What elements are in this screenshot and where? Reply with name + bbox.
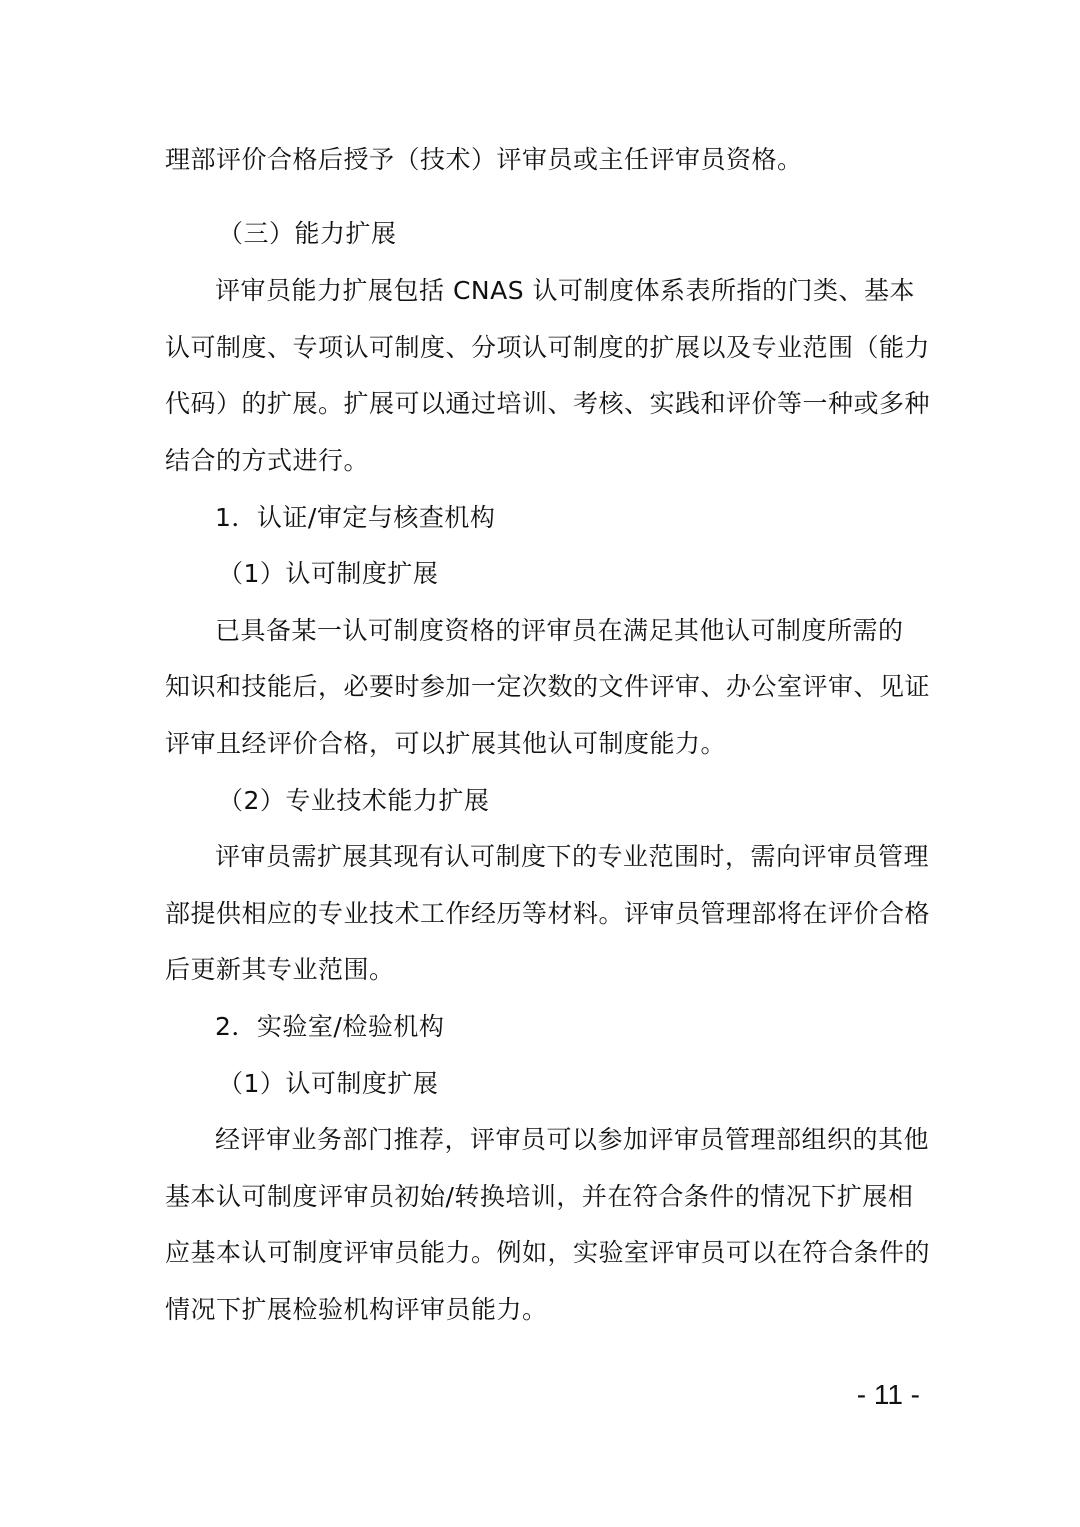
page-number: - 11 - — [856, 1379, 920, 1410]
text-line-13: 评审员需扩展其现有认可制度下的专业范围时，需向评审员管理 — [215, 842, 930, 871]
text-line-5: 代码）的扩展。扩展可以通过培训、考核、实践和评价等一种或多种 — [165, 389, 931, 418]
text-line-21: 情况下扩展检验机构评审员能力。 — [165, 1295, 548, 1324]
text-line-15: 后更新其专业范围。 — [165, 955, 395, 984]
text-line-11: 评审且经评价合格，可以扩展其他认可制度能力。 — [165, 729, 727, 758]
text-line-9: 已具备某一认可制度资格的评审员在满足其他认可制度所需的 — [215, 616, 904, 645]
item-heading-technical-extension: （2）专业技术能力扩展 — [218, 786, 490, 815]
text-line-20: 应基本认可制度评审员能力。例如，实验室评审员可以在符合条件的 — [165, 1238, 931, 1267]
text-line-19: 基本认可制度评审员初始/转换培训，并在符合条件的情况下扩展相 — [165, 1182, 914, 1211]
text-line-6: 结合的方式进行。 — [165, 446, 370, 475]
item-heading-accreditation-extension-2: （1）认可制度扩展 — [218, 1069, 439, 1098]
text-line-10: 知识和技能后，必要时参加一定次数的文件评审、办公室评审、见证 — [165, 672, 931, 701]
text-line-4: 认可制度、专项认可制度、分项认可制度的扩展以及专业范围（能力 — [165, 333, 931, 362]
subsection-heading-certification: 1．认证/审定与核查机构 — [215, 503, 496, 532]
text-line-3: 评审员能力扩展包括 CNAS 认可制度体系表所指的门类、基本 — [215, 276, 916, 305]
item-heading-accreditation-extension-1: （1）认可制度扩展 — [218, 559, 439, 588]
text-line-18: 经评审业务部门推荐，评审员可以参加评审员管理部组织的其他 — [215, 1125, 930, 1154]
section-heading-capability-extension: （三）能力扩展 — [218, 219, 397, 248]
text-line-14: 部提供相应的专业技术工作经历等材料。评审员管理部将在评价合格 — [165, 899, 931, 928]
text-line-1: 理部评价合格后授予（技术）评审员或主任评审员资格。 — [165, 145, 803, 174]
subsection-heading-laboratory: 2．实验室/检验机构 — [215, 1012, 445, 1041]
